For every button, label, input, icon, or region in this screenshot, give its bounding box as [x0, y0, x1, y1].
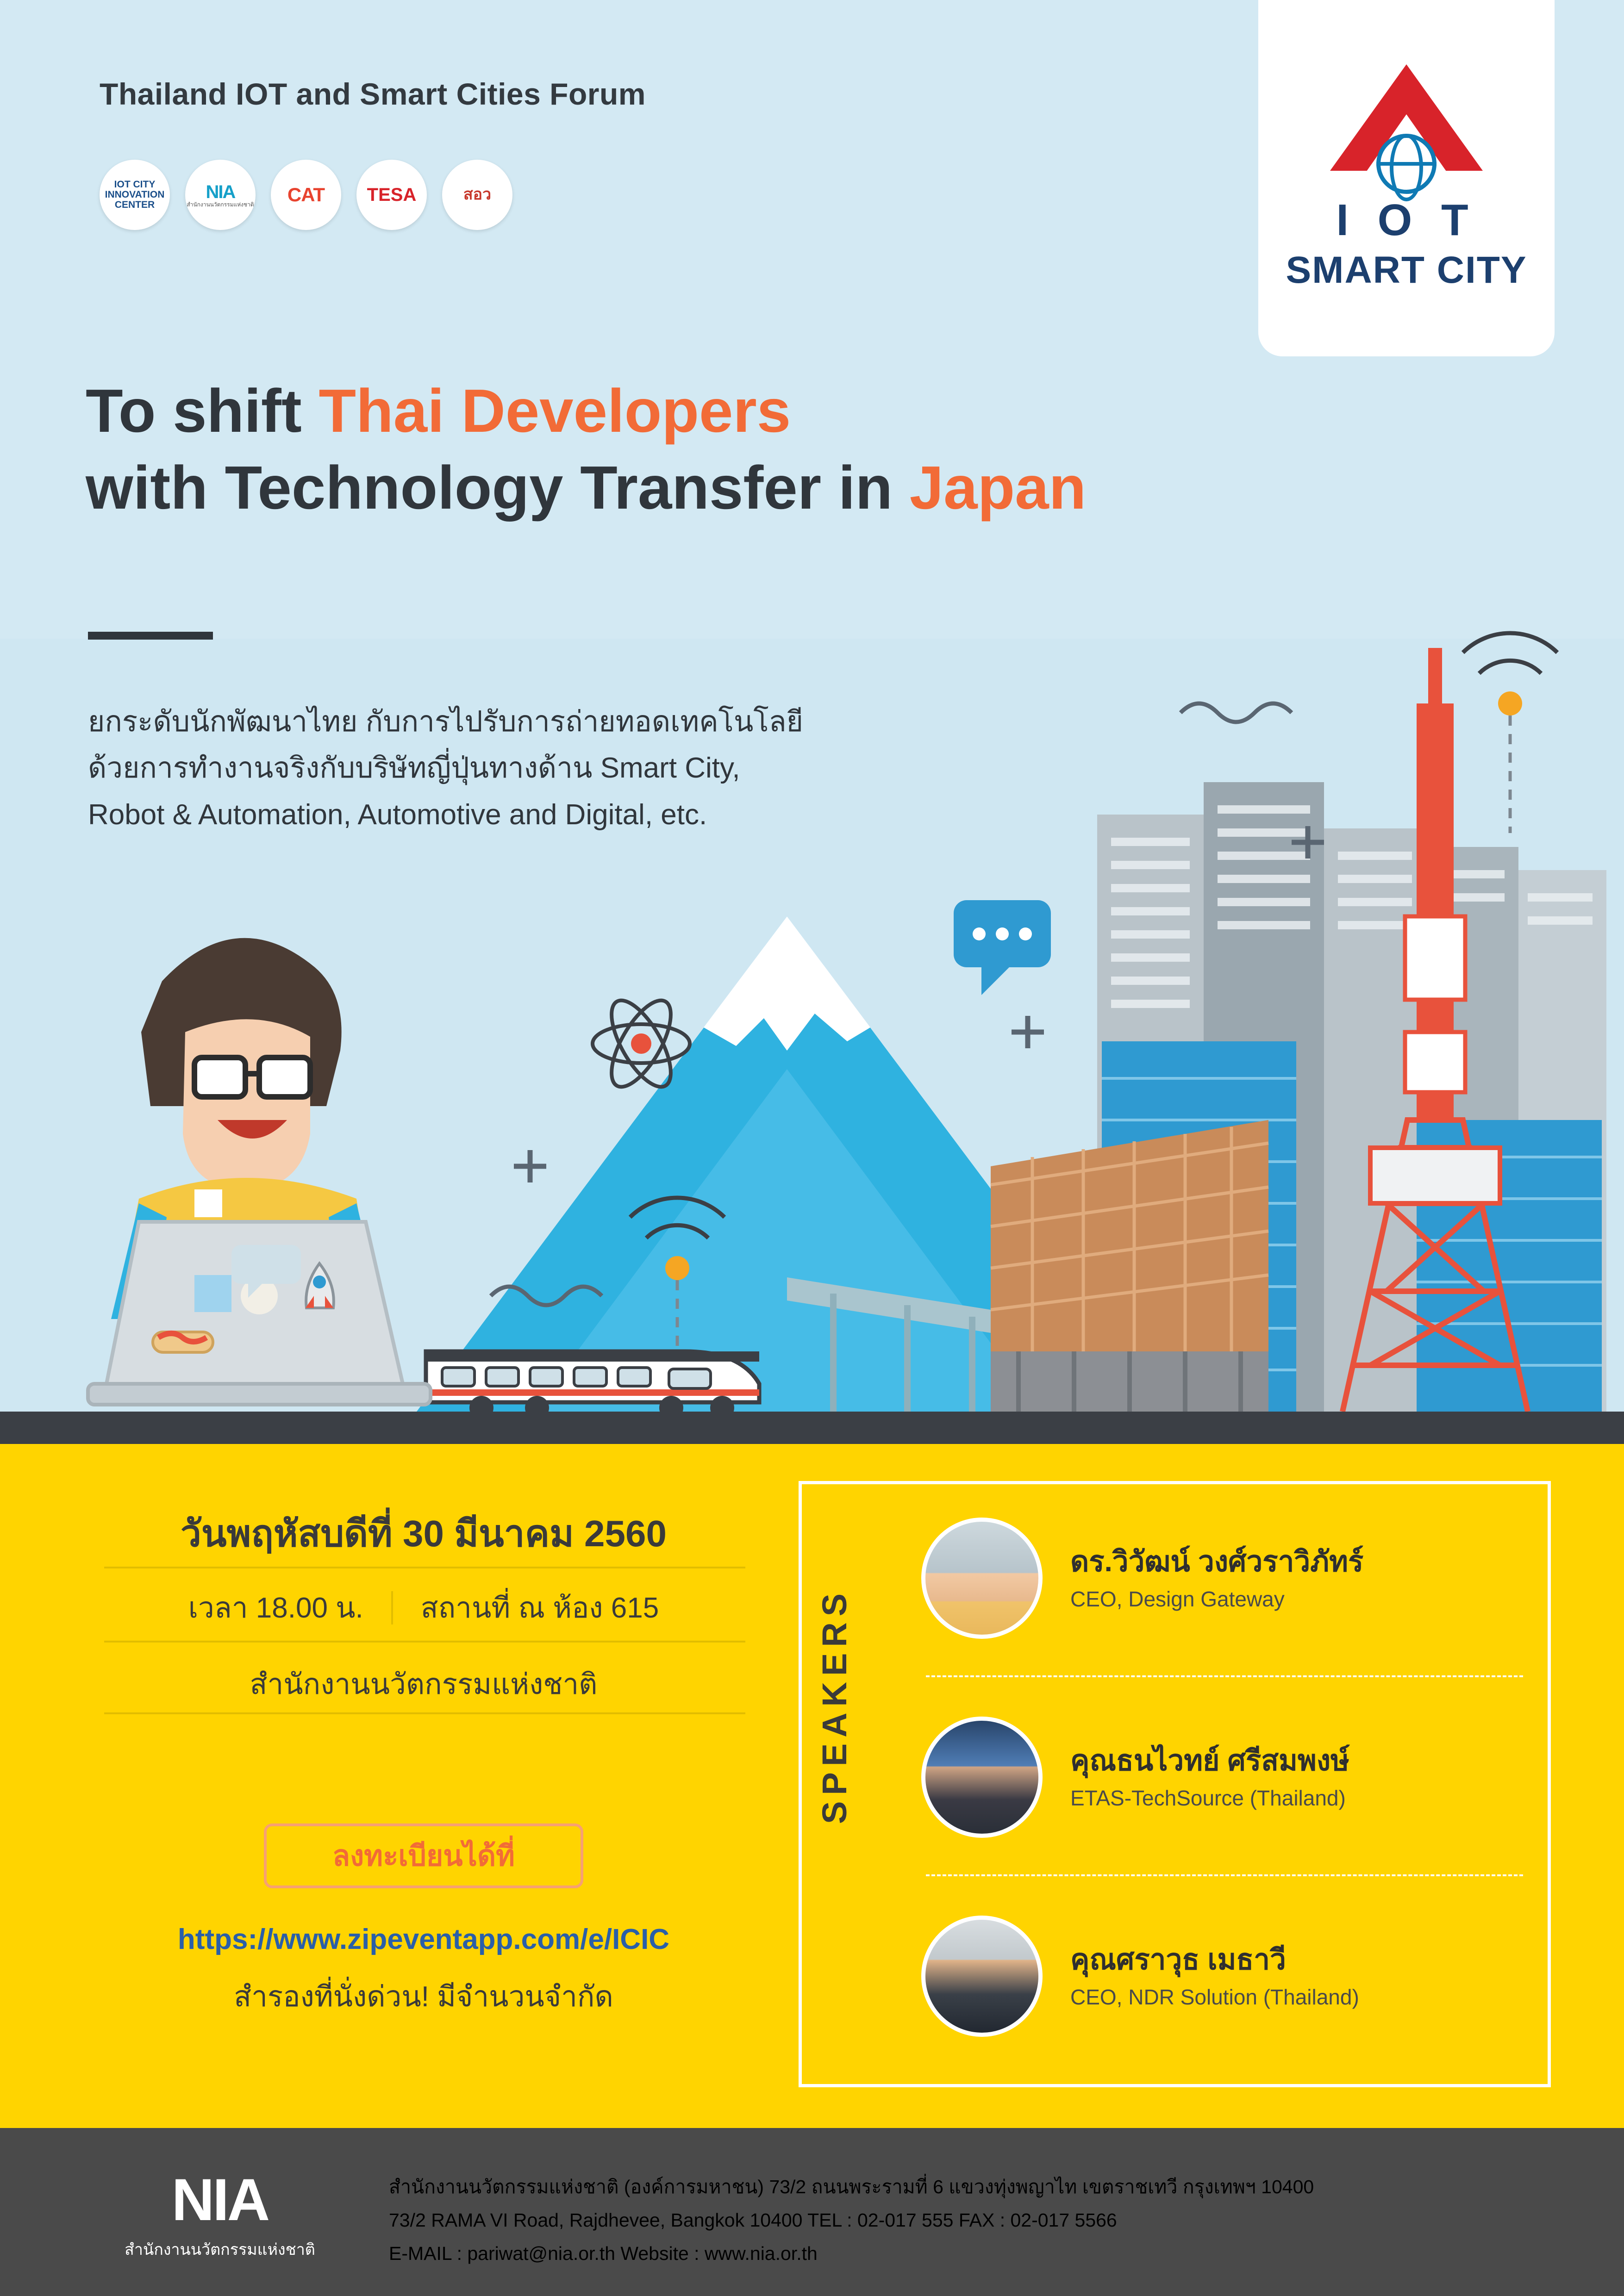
headline-line2-b: Japan — [909, 454, 1087, 522]
footer-line-2: 73/2 RAMA VI Road, Rajdhevee, Bangkok 10400 TEL : 02-017 555 FAX : 02-017 5566 — [389, 2209, 1117, 2231]
event-date: วันพฤหัสบดีที่ 30 มีนาคม 2560 — [180, 1513, 667, 1554]
logo-iot-city-innovation-center — [100, 160, 170, 230]
event-place: สำนักงานนวัตกรรมแห่งชาติ — [250, 1668, 598, 1700]
logo-icic-line2: INNOVATION — [105, 189, 165, 200]
logo-nia-sub: สำนักงานนวัตกรรมแห่งชาติ — [187, 201, 254, 208]
register-button[interactable]: ลงทะเบียนได้ที่ — [264, 1823, 583, 1888]
hero-subtext-line1: ยกระดับนักพัฒนาไทย กับการไปรับการถ่ายทอดเทคโนโลยี — [88, 706, 803, 738]
ground-strip — [0, 1412, 1624, 1444]
logo-nia — [185, 160, 256, 230]
partner-logos — [100, 160, 512, 230]
logo-nia-text: NIA — [206, 181, 235, 202]
hero-subtext-line3: Robot & Automation, Automotive and Digital, etc. — [88, 798, 707, 831]
footer-line-3: E-MAIL : pariwat@nia.or.th Website : www.nia.or.th — [389, 2242, 818, 2264]
row-separator — [391, 1591, 393, 1624]
speaker-item-2 — [921, 1708, 1532, 1847]
speaker-2-name: คุณธนไวทย์ ศรีสมพงษ์ — [1070, 1744, 1350, 1777]
logo-government-seal — [442, 160, 512, 230]
footer-line-1: สำนักงานนวัตกรรมแห่งชาติ (องค์การมหาชน) 73/2 ถนนพระรามที่ 6 แขวงทุ่งพญาไท เขตราชเทวี กรุงเทพฯ 10400 — [389, 2176, 1314, 2197]
footer-contact — [389, 2171, 1314, 2270]
speaker-divider-2 — [926, 1874, 1523, 1876]
footer-logo-sub: สำนักงานนวัตกรรมแห่งชาติ — [125, 2241, 315, 2259]
page-title: Thailand IOT and Smart Cities Forum — [100, 77, 646, 111]
hero-subtext-line2: ด้วยการทำงานจริงกับบริษัทญี่ปุ่นทางด้าน Smart City, — [88, 752, 740, 784]
iot-smart-city-badge — [1258, 0, 1555, 356]
divider-1 — [104, 1567, 745, 1568]
speaker-3-name: คุณศราวุธ เมธาวี — [1070, 1943, 1286, 1976]
headline-divider — [88, 632, 213, 640]
thai-arch-icon — [1330, 64, 1483, 203]
divider-2 — [104, 1641, 745, 1643]
speaker-item-1 — [921, 1509, 1532, 1648]
logo-tesa — [356, 160, 427, 230]
speaker-1-avatar — [921, 1518, 1043, 1639]
globe-icon — [1376, 134, 1437, 194]
badge-city-text: SMART CITY — [1286, 249, 1527, 291]
headline — [86, 373, 1544, 527]
speaker-2-role: ETAS-TechSource (Thailand) — [1070, 1786, 1346, 1811]
speaker-divider-1 — [926, 1675, 1523, 1677]
headline-line2-a: with Technology Transfer in — [86, 454, 910, 522]
speakers-label: SPEAKERS — [815, 1587, 854, 1824]
footer-logo — [81, 2166, 359, 2262]
logo-cat — [271, 160, 341, 230]
logo-cat-text: CAT — [287, 183, 325, 205]
logo-tesa-text: TESA — [367, 185, 417, 205]
register-note: สำรองที่นั่งด่วน! มีจำนวนจำกัด — [234, 1981, 613, 2013]
speaker-3-avatar — [921, 1916, 1043, 2037]
divider-3 — [104, 1712, 745, 1714]
event-venue: สถานที่ ณ ห้อง 615 — [420, 1592, 659, 1624]
event-time: เวลา 18.00 น. — [188, 1592, 363, 1624]
hero-subtext — [88, 699, 1042, 838]
speaker-item-3 — [921, 1907, 1532, 2046]
headline-line1-b: Thai Developers — [319, 377, 791, 445]
register-url-link[interactable]: https://www.zipeventapp.com/e/ICIC — [177, 1923, 670, 1955]
logo-icic-line3: CENTER — [114, 199, 155, 211]
logo-gov-text: สอว — [463, 186, 492, 204]
logo-icic-line1: IOT CITY — [114, 179, 156, 190]
speaker-1-role: CEO, Design Gateway — [1070, 1587, 1285, 1612]
badge-iot-text: I O T — [1336, 195, 1477, 245]
speaker-3-role: CEO, NDR Solution (Thailand) — [1070, 1985, 1359, 2010]
event-time-venue-row — [100, 1585, 748, 1630]
footer-logo-text: NIA — [171, 2167, 269, 2233]
headline-line1-a: To shift — [86, 377, 319, 445]
speaker-2-avatar — [921, 1717, 1043, 1838]
speaker-1-name: ดร.วิวัฒน์ วงศ์วราวิภัทร์ — [1070, 1545, 1364, 1578]
